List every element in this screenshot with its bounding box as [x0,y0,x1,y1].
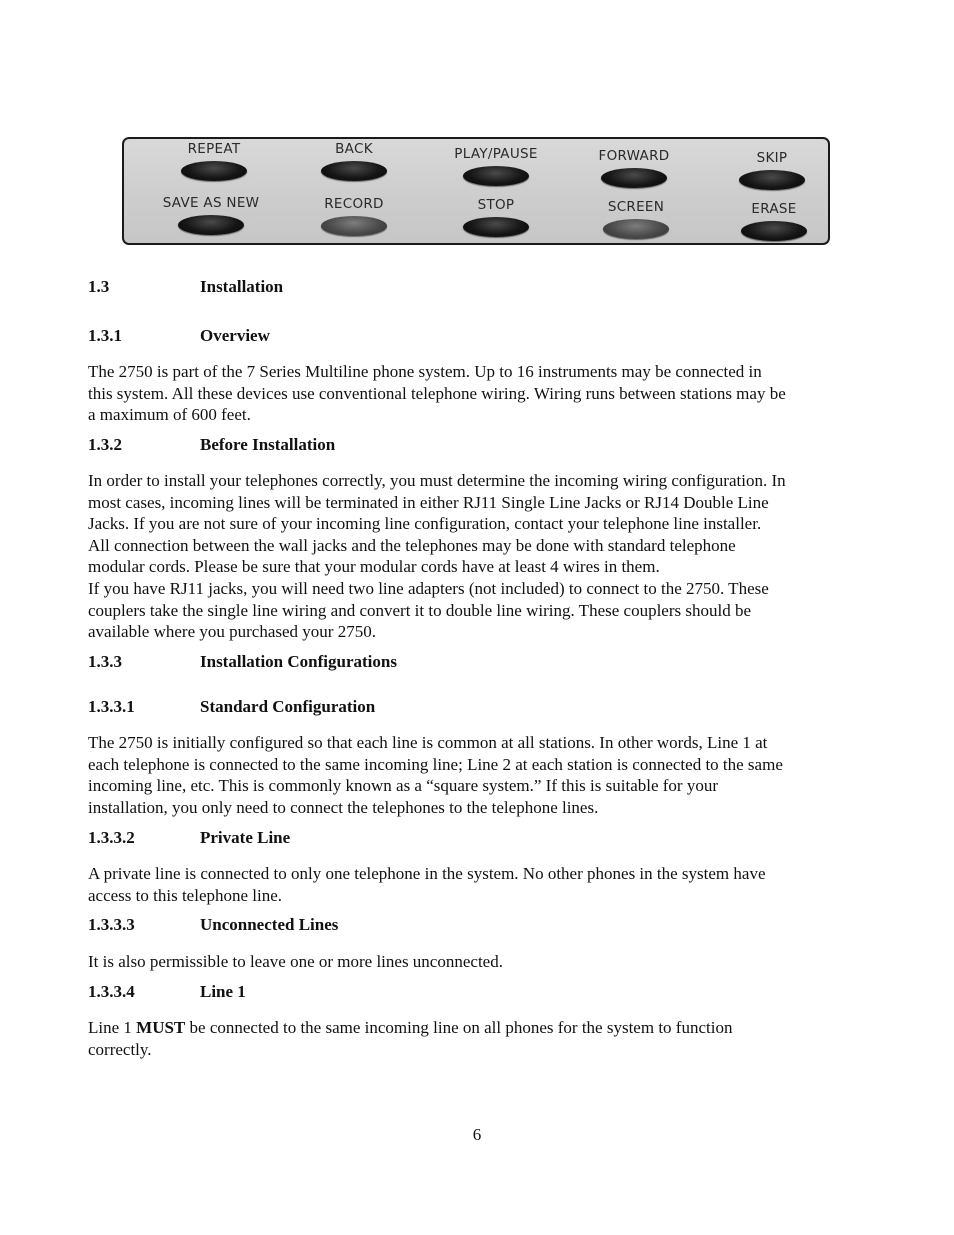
section-private-line [88,827,868,849]
section-heading [88,325,868,347]
text-line: If you have RJ11 jacks, you will need two line adapters (not included) to connect to the 2750. These [88,578,769,598]
section-heading [88,434,868,456]
unconnected-lines-paragraph [88,951,868,973]
panel-key [741,221,807,241]
panel-button-save-as-new [151,195,271,235]
line-1-paragraph [88,1017,868,1060]
text-line: modular cords. Please be sure that your modular cords have at least 4 wires in them. [88,557,660,577]
panel-button-back [294,141,414,181]
panel-label: SCREEN [607,199,665,215]
panel-label: SAVE AS NEW [162,195,260,211]
panel-label: STOP [477,197,515,213]
panel-button-erase [714,201,834,241]
section-number: 1.3.3.4 [88,982,135,1001]
panel-button-screen [576,199,696,239]
panel-button-record [294,196,414,236]
page-number: 6 [472,1125,482,1144]
section-heading [88,981,868,1003]
text-line: available where you purchased your 2750. [88,622,376,642]
text-line: correctly. [88,1039,152,1059]
section-title: Installation [200,277,284,296]
panel-label: FORWARD [598,148,670,164]
text-line: installation, you only need to connect the telephones to the telephone lines. [88,797,599,817]
before-installation-paragraph [88,470,868,643]
text-line: most cases, incoming lines will be terminated in either RJ11 Single Line Jacks or RJ14 Double Line [88,492,769,512]
section-title: Before Installation [200,435,336,454]
panel-key [739,170,805,190]
text-line: In order to install your telephones correctly, you must determine the incoming wiring configuration. In [88,471,786,490]
private-line-paragraph [88,863,868,906]
panel-key [601,168,667,188]
text-line: access to this telephone line. [88,885,283,905]
section-title: Installation Configurations [200,652,397,671]
section-title: Overview [200,326,270,345]
section-number: 1.3.3.1 [88,697,135,716]
section-heading [88,827,868,849]
section-line-1 [88,981,868,1003]
text-line: All connection between the wall jacks and the telephones may be done with standard telephone [88,535,736,555]
section-installation [88,276,868,298]
text-line: Line 1 [88,1018,137,1037]
text-line: The 2750 is part of the 7 Series Multiline phone system. Up to 16 instruments may be connected in [88,362,762,381]
section-before-installation [88,434,868,456]
panel-button-play-pause [436,146,556,186]
section-title: Standard Configuration [200,697,376,716]
text-line: The 2750 is initially configured so that each line is common at all stations. In other words, Line 1 at [88,733,768,752]
text-line: a maximum of 600 feet. [88,405,251,425]
panel-key [321,216,387,236]
section-title: Unconnected Lines [200,915,339,934]
text-line: this system. All these devices use conventional telephone wiring. Wiring runs between stations may be [88,383,786,403]
section-number: 1.3.3.2 [88,828,135,847]
panel-key [181,161,247,181]
section-unconnected-lines [88,914,868,936]
section-standard-configuration [88,696,868,718]
section-number: 1.3 [88,277,110,296]
section-number: 1.3.1 [88,326,122,345]
panel-button-repeat [154,141,274,181]
panel-button-stop [436,197,556,237]
section-number: 1.3.3.3 [88,915,135,934]
section-heading [88,651,868,673]
text-line: Jacks. If you are not sure of your incoming line configuration, contact your telephone line installer. [88,514,762,534]
text-line: It is also permissible to leave one or more lines unconnected. [88,952,503,971]
section-title: Line 1 [200,982,246,1001]
button-panel-figure [122,137,830,245]
panel-button-skip [712,150,832,190]
section-installation-configurations [88,651,868,673]
section-overview [88,325,868,347]
panel-button-forward [574,148,694,188]
panel-label: RECORD [324,196,384,212]
panel-key [178,215,244,235]
standard-configuration-paragraph [88,732,868,818]
section-heading [88,914,868,936]
panel-label: SKIP [756,150,788,166]
panel-key [463,166,529,186]
panel-label: BACK [335,141,373,157]
panel-key [321,161,387,181]
section-heading [88,696,868,718]
panel-key [603,219,669,239]
panel-label: ERASE [751,201,797,217]
panel-key [463,217,529,237]
text-line: each telephone is connected to the same incoming line; Line 2 at each station is connected to the same [88,754,783,774]
section-title: Private Line [200,828,291,847]
emphasis-must: MUST [136,1018,186,1037]
text-line: couplers take the single line wiring and convert it to double line wiring. These couplers should be [88,600,751,620]
text-line: A private line is connected to only one telephone in the system. No other phones in the system have [88,864,766,883]
section-heading [88,276,868,298]
overview-paragraph [88,361,868,426]
section-number: 1.3.2 [88,435,122,454]
text-line: incoming line, etc. This is commonly known as a “square system.” If this is suitable for your [88,776,718,796]
text-line: be connected to the same incoming line on all phones for the system to function [185,1018,733,1037]
panel-label: REPEAT [187,141,241,157]
section-number: 1.3.3 [88,652,122,671]
panel-label: PLAY/PAUSE [454,146,538,162]
